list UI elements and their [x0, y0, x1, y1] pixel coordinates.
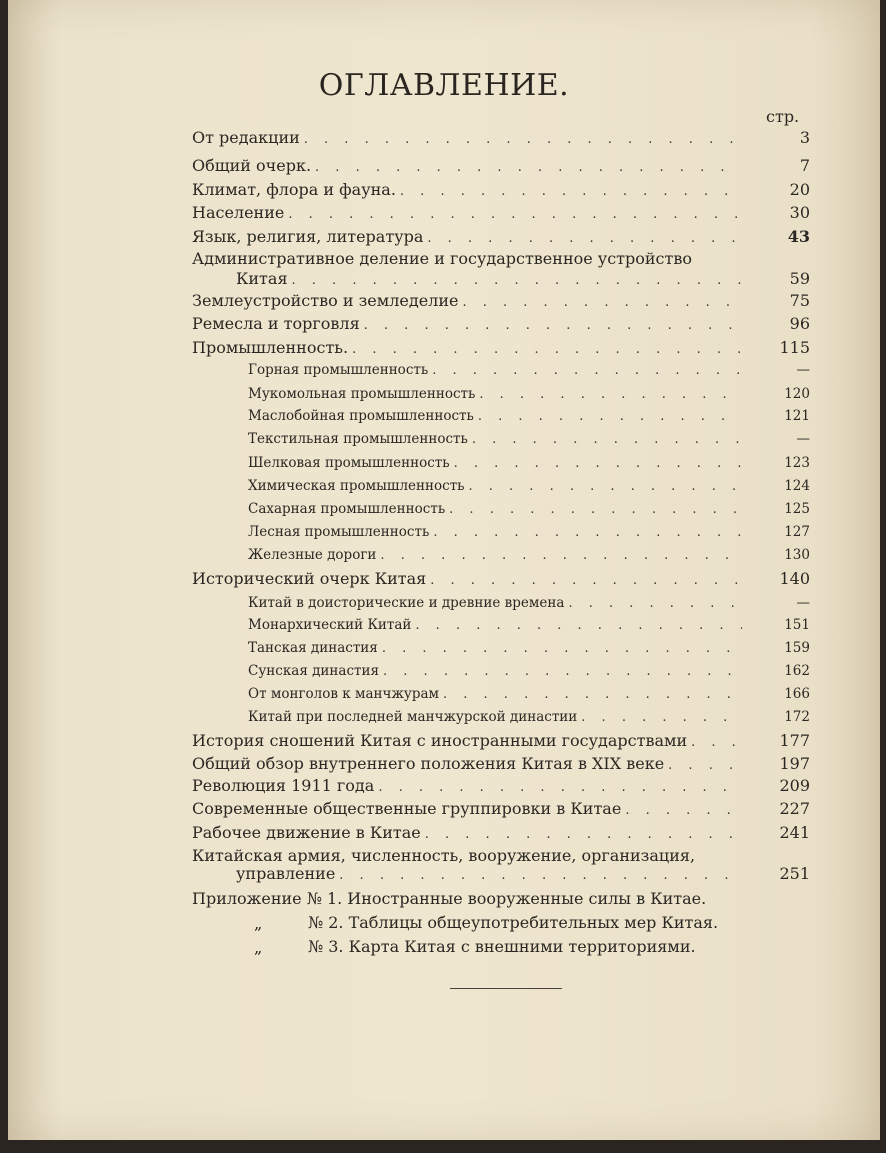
leader-dots	[469, 479, 742, 494]
toc-entry	[192, 203, 810, 222]
leader-dots	[352, 342, 742, 357]
toc-entry-page: 251	[779, 864, 810, 883]
appendix-line-2: № 2. Таблицы общеупотребительных мер Китая.	[308, 913, 719, 932]
toc-subentry	[248, 709, 810, 725]
toc-subentry	[248, 524, 810, 540]
toc-entry-page: 115	[779, 338, 810, 357]
toc-entry-page: 209	[779, 776, 810, 795]
toc-entry-page: 96	[789, 314, 810, 333]
toc-entry	[192, 754, 810, 773]
leader-dots	[568, 596, 742, 611]
toc-entry-label: Ремесла и торговля	[192, 314, 360, 333]
toc-subentry	[248, 547, 810, 563]
toc-entry	[192, 314, 810, 333]
toc-entry-label: Химическая промышленность	[248, 478, 465, 494]
toc-entry-page: 30	[789, 203, 810, 222]
toc-entry-page: 124	[784, 478, 810, 494]
toc-entry	[192, 291, 810, 310]
toc-entry	[192, 731, 810, 750]
toc-entry-label: Современные общественные группировки в Китае	[192, 799, 622, 818]
toc-entry	[192, 156, 810, 175]
leader-dots	[432, 363, 742, 378]
toc-entry-page: 120	[784, 386, 810, 402]
toc-subentry	[248, 386, 810, 402]
toc-entry-page: 177	[779, 731, 810, 750]
toc-entry-page: 20	[789, 180, 810, 199]
appendix-ditto-mark: „	[254, 938, 263, 957]
toc-entry	[192, 180, 810, 199]
leader-dots	[383, 664, 742, 679]
toc-entry-label: Китая	[236, 269, 288, 288]
toc-entry	[192, 799, 810, 818]
toc-entry-label: Промышленность.	[192, 338, 349, 357]
toc-entry-label: Революция 1911 года	[192, 776, 375, 795]
toc-entry-page: 43	[787, 227, 810, 246]
toc-entry-page: —	[796, 362, 810, 378]
toc-entry-page: 127	[784, 524, 810, 540]
leader-dots	[400, 184, 742, 199]
toc-entry	[192, 128, 810, 147]
toc-subentry	[248, 617, 810, 633]
toc-entry-label: Шелковая промышленность	[248, 455, 450, 471]
leader-dots	[668, 758, 742, 773]
leader-dots	[304, 132, 742, 147]
leader-dots	[581, 710, 742, 725]
leader-dots	[478, 409, 742, 424]
toc-subentry	[248, 595, 810, 611]
toc-entry-page: 75	[789, 291, 810, 310]
toc-entry	[192, 227, 810, 246]
book-page	[8, 0, 880, 1140]
toc-entry-label: Китай при последней манчжурской династии	[248, 709, 578, 725]
toc-entry-label: Язык, религия, литература	[192, 227, 424, 246]
leader-dots	[425, 827, 742, 842]
toc-entry-page: 140	[779, 569, 810, 588]
toc-subentry	[248, 431, 810, 447]
toc-entry-label: Землеустройство и земледелие	[192, 291, 459, 310]
toc-entry	[192, 823, 810, 842]
toc-entry-page: —	[796, 431, 810, 447]
leader-dots	[292, 273, 742, 288]
toc-entry-page: 121	[784, 408, 810, 424]
leader-dots	[449, 502, 742, 517]
appendix-line-1: Приложение № 1. Иностранные вооруженные силы в Китае.	[192, 889, 707, 908]
toc-entry-page: 7	[799, 156, 810, 175]
toc-entry-label: Сахарная промышленность	[248, 501, 446, 517]
leader-dots	[382, 641, 742, 656]
toc-entry-page: 151	[784, 617, 810, 633]
toc-entry-page: 125	[784, 501, 810, 517]
toc-entry-wrapped-line: Китайская армия, численность, вооружение, организация,	[192, 846, 696, 865]
leader-dots	[380, 548, 742, 563]
toc-entry-label: управление	[236, 864, 336, 883]
toc-entry-page: 159	[784, 640, 810, 656]
toc-entry-wrapped-line: Административное деление и государственное устройство	[192, 249, 693, 268]
toc-entry-label: Сунская династия	[248, 663, 380, 679]
leader-dots	[315, 160, 742, 175]
page-column-header: стр.	[766, 107, 800, 126]
leader-dots	[378, 780, 742, 795]
toc-entry-page: 241	[779, 823, 810, 842]
toc-entry-page: 197	[779, 754, 810, 773]
closing-rule-divider	[450, 988, 562, 989]
toc-entry-page: 227	[779, 799, 810, 818]
leader-dots	[625, 803, 742, 818]
toc-entry-label: Танская династия	[248, 640, 378, 656]
toc-entry-label: История сношений Китая с иностранными государствами	[192, 731, 688, 750]
toc-entry-label: Горная промышленность	[248, 362, 429, 378]
toc-entry	[192, 776, 810, 795]
appendix-ditto-mark: „	[254, 914, 263, 933]
leader-dots	[364, 318, 742, 333]
page-title: ОГЛАВЛЕНИЕ.	[318, 68, 570, 103]
leader-dots	[339, 868, 742, 883]
toc-subentry	[248, 686, 810, 702]
toc-entry-label: Текстильная промышленность	[248, 431, 468, 447]
toc-subentry	[248, 501, 810, 517]
toc-entry-label: Китай в доисторические и древние времена	[248, 595, 565, 611]
toc-entry-label: Мукомольная промышленность	[248, 386, 476, 402]
leader-dots	[479, 387, 742, 402]
leader-dots	[443, 687, 742, 702]
toc-entry	[236, 864, 810, 883]
toc-subentry	[248, 478, 810, 494]
toc-entry-page: 123	[784, 455, 810, 471]
toc-entry-label: Исторический очерк Китая	[192, 569, 427, 588]
leader-dots	[427, 231, 742, 246]
toc-entry	[192, 338, 810, 357]
leader-dots	[433, 525, 742, 540]
leader-dots	[430, 573, 742, 588]
toc-entry-label: Население	[192, 203, 285, 222]
toc-entry-label: Общий обзор внутреннего положения Китая в XIX веке	[192, 754, 665, 773]
toc-entry-page: 162	[784, 663, 810, 679]
appendix-line-3: № 3. Карта Китая с внешними территориями.	[308, 937, 696, 956]
toc-entry-label: Лесная промышленность	[248, 524, 430, 540]
leader-dots	[462, 295, 742, 310]
leader-dots	[691, 735, 742, 750]
toc-entry-page: 172	[784, 709, 810, 725]
toc-entry-page: 59	[789, 269, 810, 288]
toc-subentry	[248, 455, 810, 471]
toc-subentry	[248, 362, 810, 378]
toc-subentry	[248, 640, 810, 656]
toc-entry-label: Маслобойная промышленность	[248, 408, 474, 424]
toc-subentry	[248, 663, 810, 679]
toc-entry-label: Железные дороги	[248, 547, 377, 563]
toc-entry-page: —	[796, 595, 810, 611]
toc-entry	[192, 569, 810, 588]
toc-entry-page: 130	[784, 547, 810, 563]
toc-entry-label: Рабочее движение в Китае	[192, 823, 421, 842]
toc-entry-page: 166	[784, 686, 810, 702]
leader-dots	[454, 456, 742, 471]
toc-entry	[236, 269, 810, 288]
toc-entry-label: Монархический Китай	[248, 617, 412, 633]
toc-entry-label: Климат, флора и фауна.	[192, 180, 396, 199]
toc-subentry	[248, 408, 810, 424]
toc-entry-page: 3	[799, 128, 810, 147]
toc-entry-label: Общий очерк.	[192, 156, 312, 175]
leader-dots	[415, 618, 742, 633]
leader-dots	[288, 207, 742, 222]
toc-entry-label: От редакции	[192, 128, 300, 147]
toc-entry-label: От монголов к манчжурам	[248, 686, 440, 702]
leader-dots	[472, 432, 742, 447]
